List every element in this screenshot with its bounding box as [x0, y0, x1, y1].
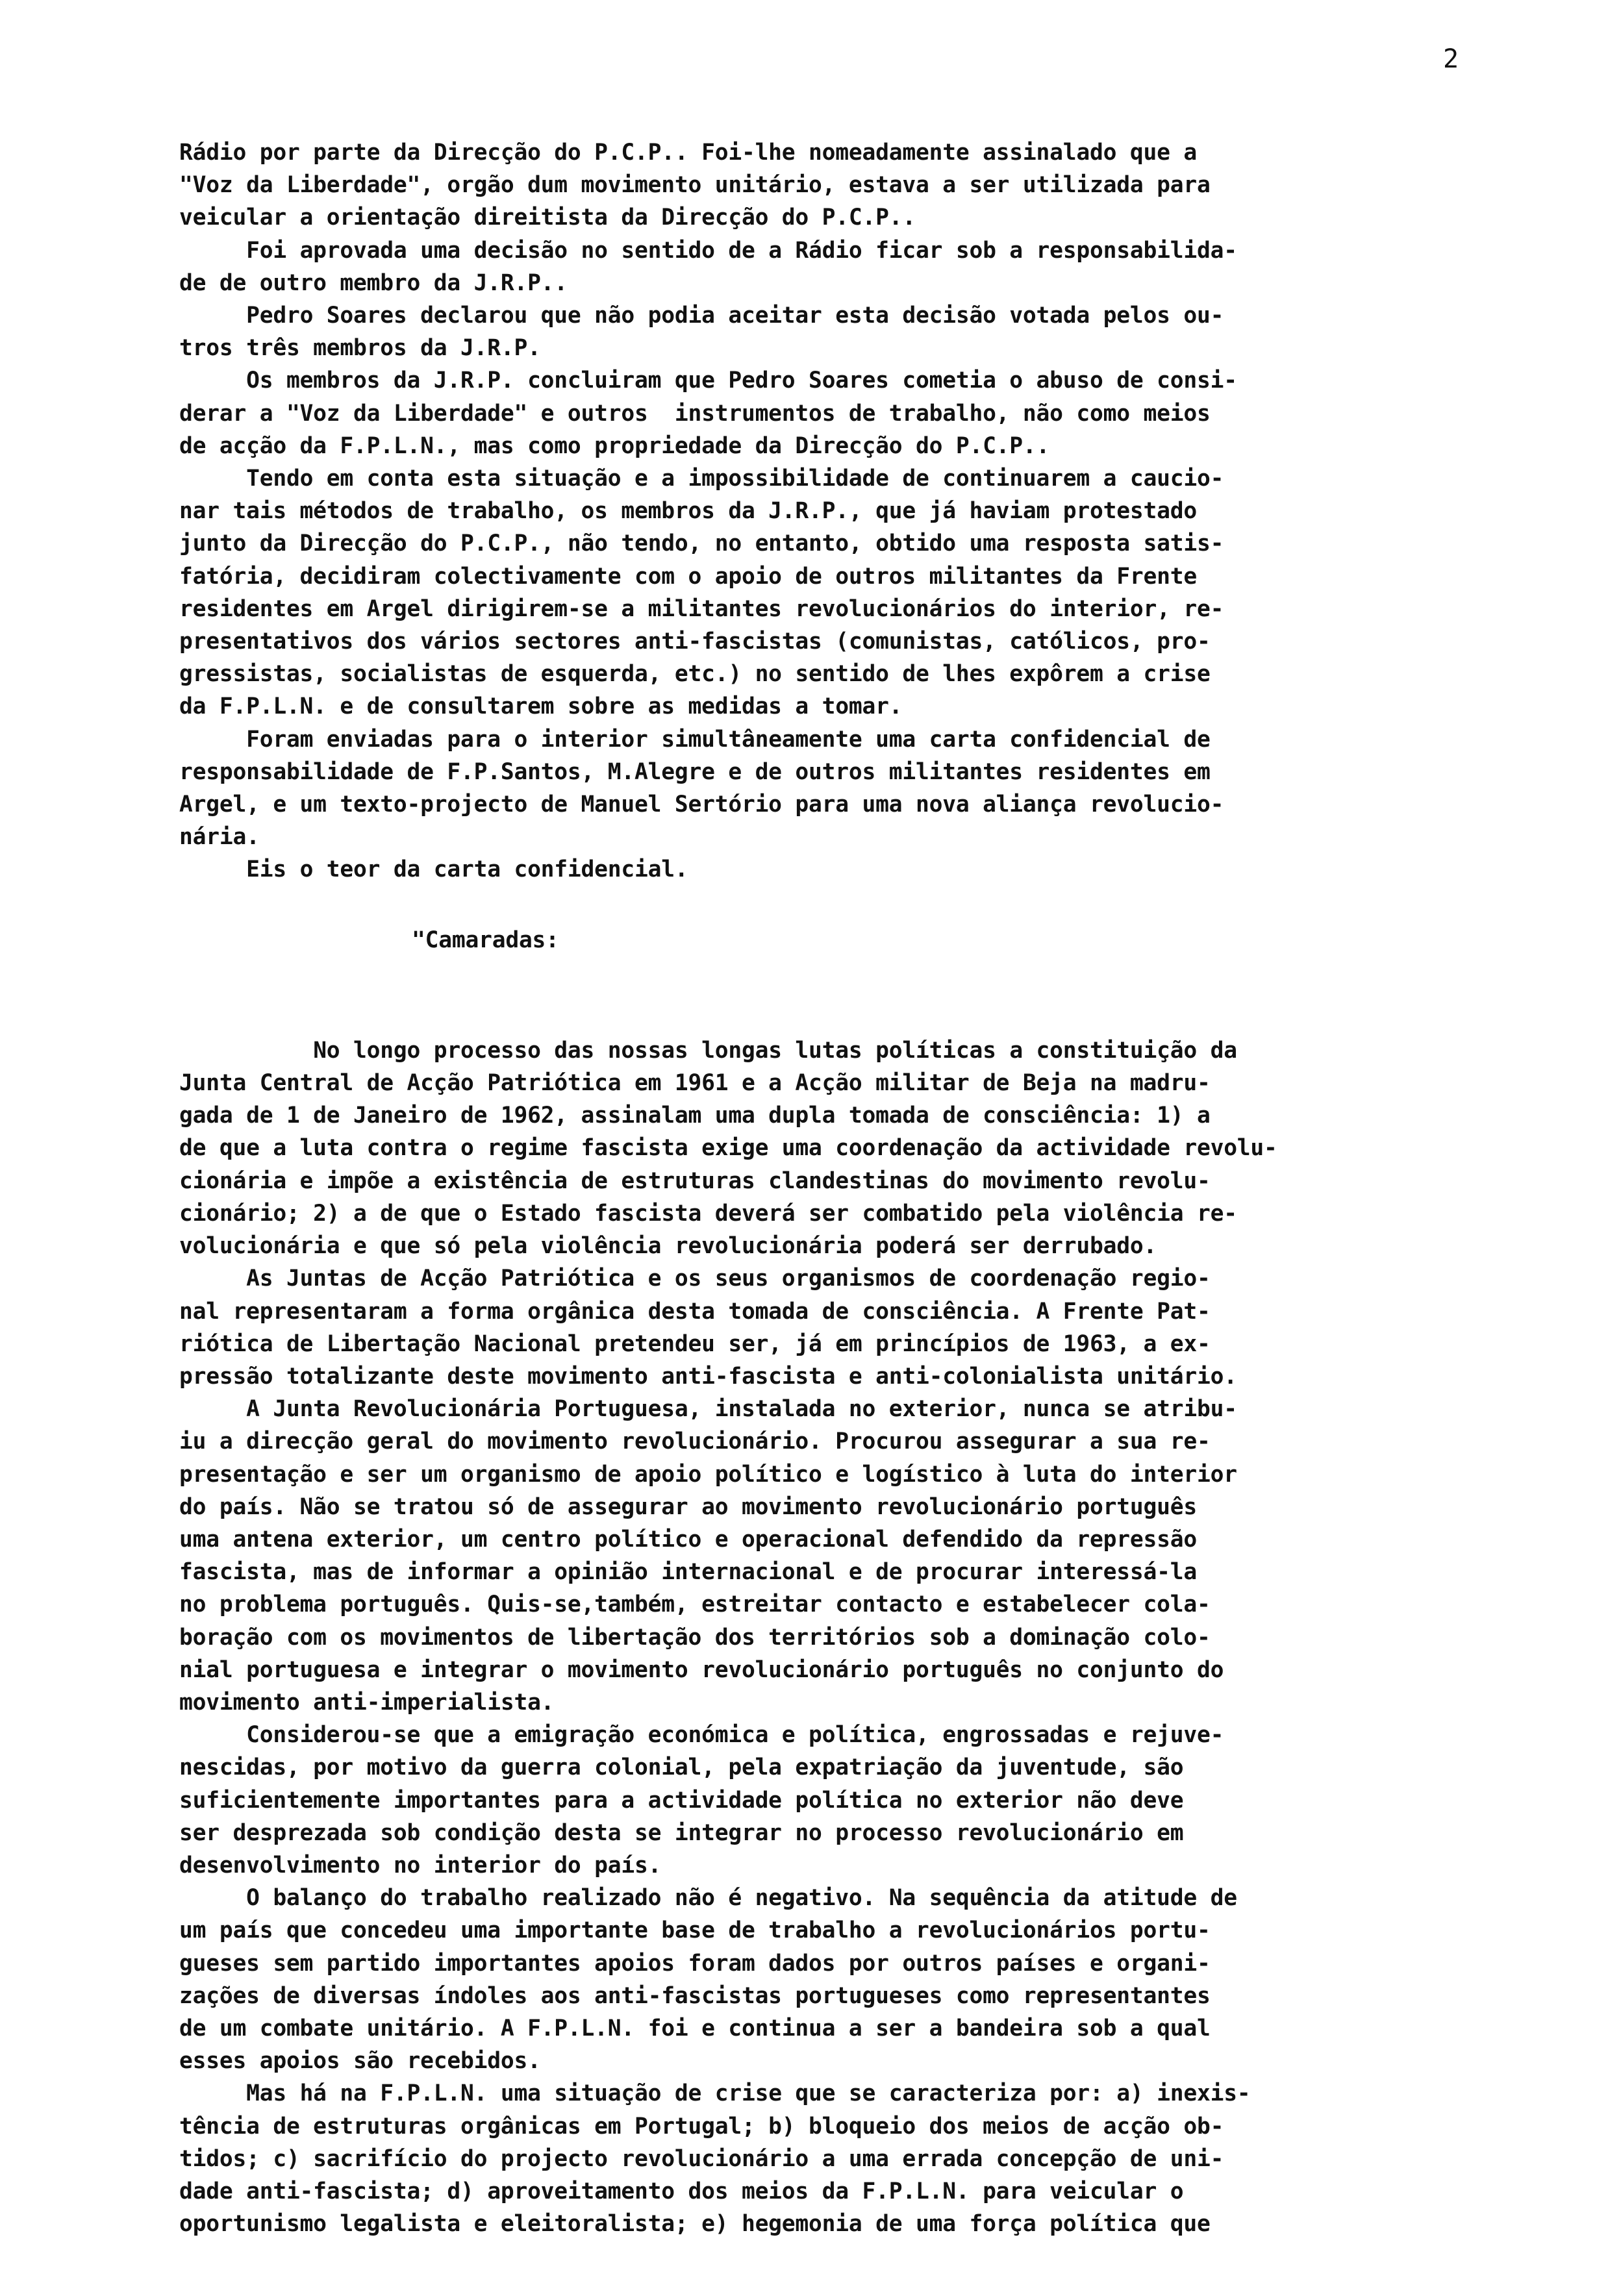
document-body [179, 136, 1569, 2240]
paragraph: Tendo em conta esta situação e a impossibilidade de continuarem a caucio- nar tais métodos de trabalho, os membros da J.R.P., que já haviam protestado junto da Direcção do P.C.P., não tendo, no entanto, obtido uma resposta satis- fatória, decidiram colectivamente com o apoio de outros militantes da Frente residentes em Argel dirigirem-se a militantes revolucionários do interior, re- presentativos dos vários sectores anti-fascistas (comunistas, católicos, pro- gressistas, socialistas de esquerda, etc.) no sentido de lhes expôrem a crise da F.P.L.N. e de consultarem sobre as medidas a tomar. [179, 466, 1224, 720]
spacer [179, 886, 1569, 924]
paragraph: Os membros da J.R.P. concluiram que Pedro Soares cometia o abuso de consi- derar a "Voz da Liberdade" e outros instrumentos de trabalho, não como meios de acção da F.P.L.N., mas como propriedade da Direcção do P.C.P.. [179, 368, 1237, 459]
paragraph: Rádio por parte da Direcção do P.C.P.. Foi-lhe nomeadamente assinalado que a "Voz da Liberdade", orgão dum movimento unitário, estava a ser utilizada para veicular a orientação direitista da Direcção do P.C.P.. [179, 140, 1211, 231]
paragraph: Eis o teor da carta confidencial. [179, 856, 688, 883]
paragraph: Foram enviadas para o interior simultâneamente uma carta confidencial de responsabilidade de F.P.Santos, M.Alegre e de outros militantes residentes em Argel, e um texto-projecto de Manuel Sertório para uma nova aliança revolucio- nária. [179, 726, 1224, 851]
letter-paragraph: Mas há na F.P.L.N. uma situação de crise que se caracteriza por: a) inexis- tência de estruturas orgânicas em Portugal; b) bloqueio dos meios de acção ob- tidos; c) sacrifício do projecto revolucionário a uma errada concepção de uni- dade anti-fascista; d) aproveitamento dos meios da F.P.L.N. para veicular o oportunismo legalista e eleitoralista; e) hegemonia de uma força política que [179, 2080, 1251, 2238]
letter-salutation: "Camaradas: [412, 927, 559, 953]
letter-paragraph: A Junta Revolucionária Portuguesa, instalada no exterior, nunca se atribu- iu a direcção geral do movimento revolucionário. Procurou assegurar a sua re- presentação e ser um organismo de apoio político e logístico à luta do interior do país. Não se tratou só de assegurar ao movimento revolucionário português uma antena exterior, um centro político e operacional defendido da repressão fascista, mas de informar a opinião internacional e de procurar interessá-la no problema português. Quis-se,também, estreitar contacto e estabelecer cola- boração com os movimentos de libertação dos territórios sob a dominação colo- nial portuguesa e integrar o movimento revolucionário português no conjunto do movimento anti-imperialista. [179, 1396, 1237, 1716]
paragraph: Pedro Soares declarou que não podia aceitar esta decisão votada pelos ou- tros três membros da J.R.P. [179, 303, 1224, 362]
paragraph: Foi aprovada uma decisão no sentido de a Rádio ficar sob a responsabilida- de de outro membro da J.R.P.. [179, 237, 1237, 296]
page-number: 2 [1443, 44, 1459, 74]
spacer [179, 956, 1569, 1034]
letter-paragraph: No longo processo das nossas longas lutas políticas a constituição da Junta Central de Acção Patriótica em 1961 e a Acção militar de Beja na madru- gada de 1 de Janeiro de 1962, assinalam uma dupla tomada de consciência: 1) a de que a luta contra o regime fascista exige uma coordenação da actividade revolu- cionária e impõe a existência de estruturas clandestinas do movimento revolu- cionário; 2) a de que o Estado fascista deverá ser combatido pela violência re- volucionária e que só pela violência revolucionária poderá ser derrubado. [179, 1037, 1277, 1260]
letter-paragraph: Considerou-se que a emigração económica e política, engrossadas e rejuve- nescidas, por motivo da guerra colonial, pela expatriação da juventude, são suficientemente importantes para a actividade política no exterior não deve ser desprezada sob condição desta se integrar no processo revolucionário em desenvolvimento no interior do país. [179, 1722, 1224, 1878]
letter-paragraph: O balanço do trabalho realizado não é negativo. Na sequência da atitude de um país que concedeu uma importante base de trabalho a revolucionários portu- gueses sem partido importantes apoios foram dados por outros países e organi- zações de diversas índoles aos anti-fascistas portugueses como representantes de um combate unitário. A F.P.L.N. foi e continua a ser a bandeira sob a qual esses apoios são recebidos. [179, 1885, 1237, 2075]
letter-paragraph: As Juntas de Acção Patriótica e os seus organismos de coordenação regio- nal representaram a forma orgânica desta tomada de consciência. A Frente Pat- riótica de Libertação Nacional pretendeu ser, já em princípios de 1963, a ex- pressão totalizante deste movimento anti-fascista e anti-colonialista unitário. [179, 1266, 1237, 1390]
